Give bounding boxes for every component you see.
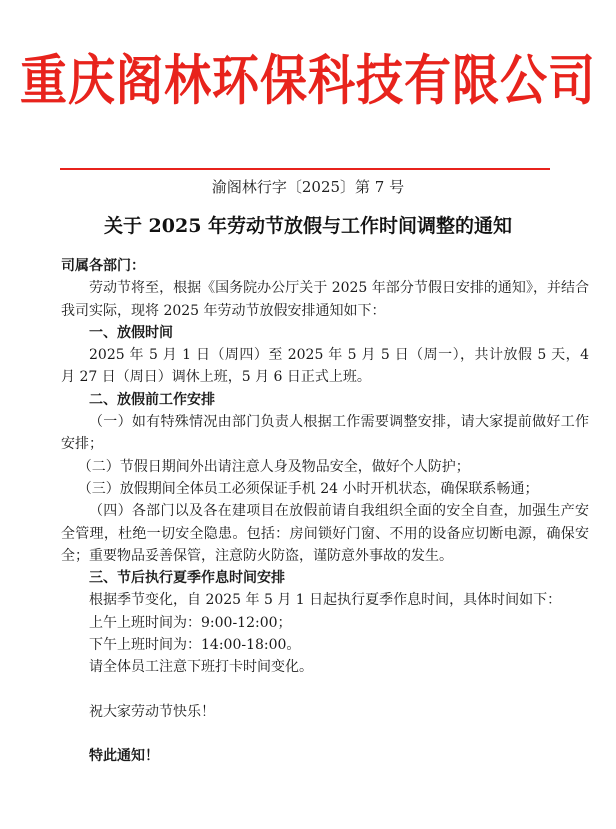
section3-heading: 三、节后执行夏季作息时间安排 — [89, 570, 285, 587]
holiday-wish: 祝大家劳动节快乐！ — [89, 703, 215, 720]
section2-item1: （一）如有特殊情况由部门负责人根据工作需要调整安排，请大家提前做好工作安排； — [61, 414, 589, 453]
red-divider-line — [60, 168, 550, 170]
section2-item3: （三）放假期间全体员工必须保证手机 24 小时开机状态，确保联系畅通； — [77, 480, 539, 497]
section3-text: 根据季节变化，自 2025 年 5 月 1 日起执行夏季作息时间，具体时间如下： — [89, 592, 562, 609]
company-letterhead: 重庆阁林环保科技有限公司 — [20, 49, 596, 113]
section2-item2: （二）节假日期间外出请注意人身及物品安全，做好个人防护； — [77, 458, 470, 475]
spacer — [61, 723, 589, 745]
closing-line: 特此通知！ — [89, 747, 159, 764]
salutation: 司属各部门： — [61, 258, 145, 274]
document-number: 渝阁林行字〔2025〕第 7 号 — [211, 178, 405, 196]
morning-hours: 上午上班时间为：9:00-12:00； — [89, 614, 292, 631]
section1-heading: 一、放假时间 — [89, 324, 173, 341]
section2-heading: 二、放假前工作安排 — [89, 391, 215, 408]
afternoon-hours: 下午上班时间为：14:00-18:00。 — [89, 637, 301, 654]
spacer — [61, 679, 589, 701]
notice-title: 关于 2025 年劳动节放假与工作时间调整的通知 — [103, 215, 513, 237]
clock-in-reminder: 请全体员工注意下班打卡时间变化。 — [89, 659, 313, 676]
intro-paragraph: 劳动节将至，根据《国务院办公厅关于 2025 年部分节假日安排的通知》，并结合我司实际，现将 2025 年劳动节放假安排通知如下： — [61, 280, 589, 319]
notice-body — [61, 255, 589, 767]
section1-text: 2025 年 5 月 1 日（周四）至 2025 年 5 月 5 日（周一），共计放假 5 天，4 月 27 日（周日）调休上班，5 月 6 日正式上班。 — [61, 347, 589, 386]
section2-item4: （四）各部门以及各在建项目在放假前请自我组织全面的安全自查，加强生产安全管理，杜绝一切安全隐患。包括：房间锁好门窗、不用的设备应切断电源，确保安全；重要物品妥善保管，注意防火防盗，谨防意外事故的发生。 — [61, 503, 589, 564]
